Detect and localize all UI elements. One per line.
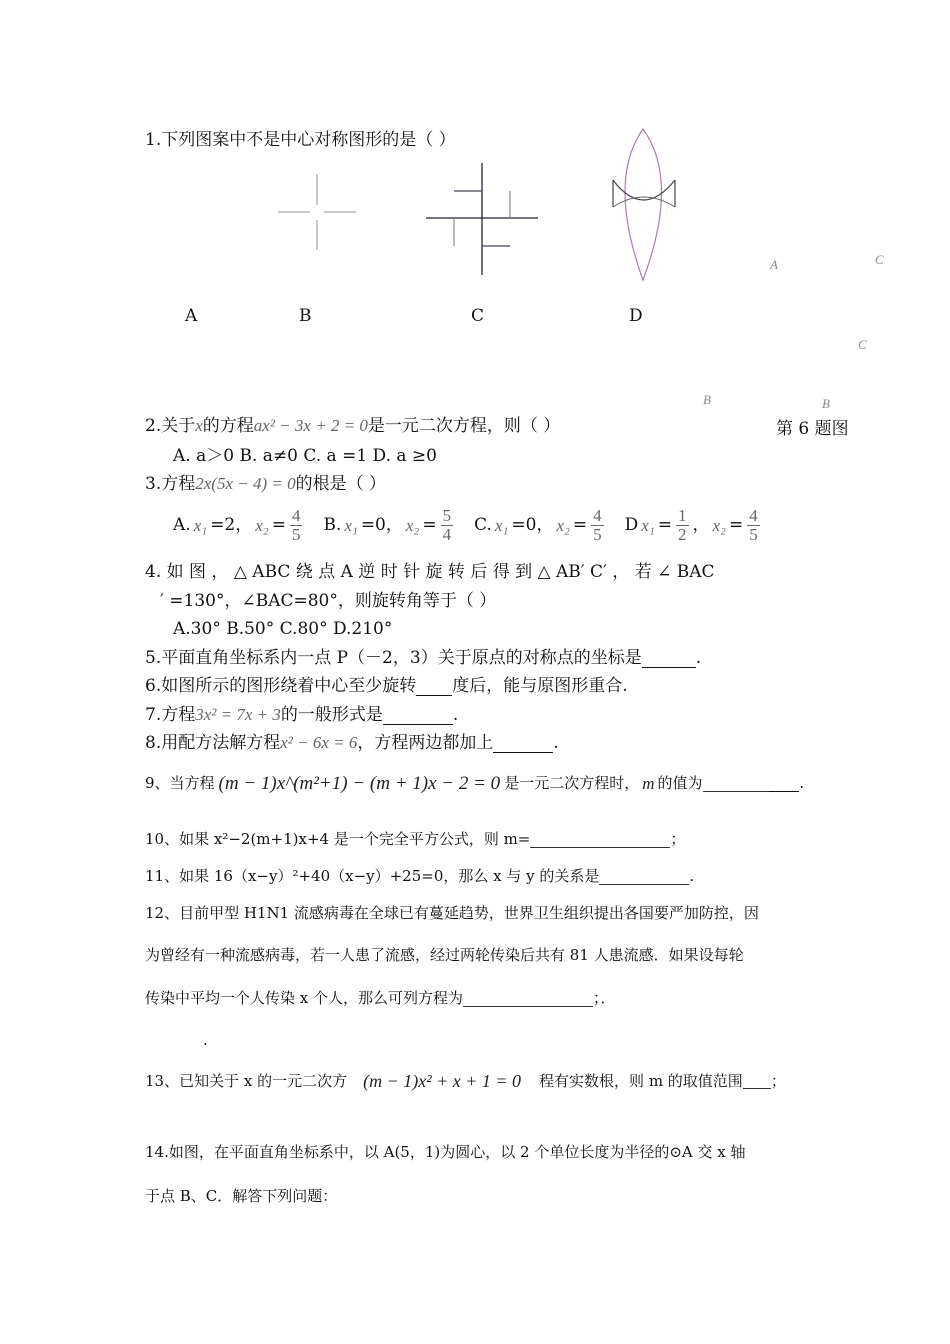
q3-x2: x₂ bbox=[255, 515, 269, 535]
q12-line3-text: 传染中平均一个人传染 x 个人，那么可列方程为 bbox=[145, 989, 463, 1007]
q13-line bbox=[145, 1072, 786, 1090]
q9-blank2[interactable] bbox=[769, 776, 799, 792]
q2-post: 是一元二次方程，则（ ） bbox=[367, 416, 561, 436]
q3-x1-b: x₁ bbox=[344, 515, 358, 535]
q6-post: 度后，能与原图形重合. bbox=[452, 676, 628, 696]
q10-blank[interactable] bbox=[530, 832, 670, 848]
q3-opt-a-val: =2， bbox=[210, 514, 253, 535]
q3-x1-d: x₁ bbox=[641, 515, 655, 535]
q7-line bbox=[145, 706, 458, 725]
q4-options: A.30° B.50° C.80° D.210° bbox=[173, 619, 393, 639]
q12-end: ；． bbox=[593, 989, 616, 1007]
q3-frac-c: $\frac{4}{5}$ bbox=[593, 506, 602, 544]
q3-frac-d2: $\frac{4}{5}$ bbox=[749, 506, 758, 544]
q2-equation: ax² − 3x + 2 = 0 bbox=[253, 416, 368, 435]
q11-blank[interactable] bbox=[599, 869, 689, 885]
label-c: C bbox=[471, 306, 485, 326]
q8-line bbox=[145, 734, 559, 753]
q3-x1-c: x₁ bbox=[494, 515, 509, 535]
q9-var: m bbox=[642, 774, 655, 793]
q3-opt-b: B. bbox=[323, 514, 342, 535]
q8-blank[interactable] bbox=[493, 735, 553, 753]
q11-end: . bbox=[689, 867, 695, 885]
q12-line2: 为曾经有一种流感病毒，若一人患了流感，经过两轮传染后共有 81 人患流感．如果设每轮 bbox=[145, 946, 744, 964]
label-a: A bbox=[185, 306, 198, 326]
q9-end: . bbox=[799, 774, 805, 792]
q11-line bbox=[145, 869, 694, 885]
q7-post: 的一般形式是 bbox=[280, 705, 383, 725]
q3-x1: x₁ bbox=[193, 515, 208, 535]
q9-post2: 的值为 bbox=[657, 774, 703, 792]
q3-pre: 3.方程 bbox=[145, 474, 196, 494]
q4-line1: 4. 如 图 ， △ ABC 绕 点 A 逆 时 针 旋 转 后 得 到 △ AB′ C′ ， 若 ∠ BAC bbox=[145, 562, 715, 582]
q3-frac-b: $\frac{5}{4}$ bbox=[442, 506, 452, 544]
q10-text: 10、如果 x²−2(m+1)x+4 是一个完全平方公式，则 m= bbox=[145, 830, 531, 848]
q3-equation: 2x(5x − 4) = 0 bbox=[195, 474, 296, 493]
q3-options: A. x₁ =2， x₂ = $\frac{4}{5}$ B. x₁ =0， x₂ = $\frac{5}{4}$ C. x₁ =0， x₂ = $\frac{4}{5}$ D x₁ = $\frac{1}{2}$ ， x₂ = $\frac{4}{5}$ bbox=[173, 506, 758, 544]
q2-pre: 2.关于 bbox=[145, 416, 196, 436]
q13-pre: 13、已知关于 x 的一元二次方 bbox=[145, 1071, 348, 1090]
q6-line bbox=[145, 678, 628, 696]
q7-blank[interactable] bbox=[383, 707, 453, 725]
label-d: D bbox=[629, 306, 643, 326]
q3-opt-a: A. bbox=[173, 514, 191, 535]
q9-blank[interactable] bbox=[703, 776, 770, 792]
q14-line2: 于点 B、C．解答下列问题： bbox=[145, 1187, 338, 1205]
q13-blank[interactable] bbox=[743, 1073, 771, 1089]
q3-line bbox=[145, 475, 386, 493]
q9-post: 是一元二次方程时， bbox=[504, 774, 640, 792]
q7-equation: 3x² = 7x + 3 bbox=[195, 705, 281, 724]
q6-pre: 6.如图所示的图形绕着中心至少旋转 bbox=[145, 676, 417, 696]
fig6-label-b1: B bbox=[703, 392, 711, 407]
q3-opt-b-val: =0， bbox=[360, 514, 403, 535]
q1-stem: 1.下列图案中不是中心对称图形的是（ ） bbox=[145, 130, 456, 150]
q2-var: x bbox=[195, 416, 203, 435]
q2-options: A. a＞0 B. a≠0 C. a =1 D. a ≥0 bbox=[173, 446, 437, 466]
q12-line3 bbox=[145, 991, 616, 1007]
q7-end: . bbox=[452, 705, 459, 725]
q8-pre: 8.用配方法解方程 bbox=[145, 733, 281, 753]
q11-text: 11、如果 16（x−y）²+40（x−y）+25=0，那么 x 与 y 的关系是 bbox=[145, 867, 600, 885]
q5-end: . bbox=[695, 648, 702, 668]
q3-opt-d: D bbox=[624, 514, 639, 535]
figure-b bbox=[270, 170, 365, 255]
q9-equation: (m − 1)x^(m²+1) − (m + 1)x − 2 = 0 bbox=[218, 773, 501, 794]
q3-frac-a: $\frac{4}{5}$ bbox=[291, 506, 301, 544]
q12-blank[interactable] bbox=[463, 991, 593, 1007]
q3-x2-c: x₂ bbox=[556, 515, 570, 535]
fig6-label-c2: C bbox=[858, 337, 867, 352]
q14-line1: 14.如图，在平面直角坐标系中，以 A(5，1)为圆心，以 2 个单位长度为半径的⊙A 交 x 轴 bbox=[145, 1143, 746, 1161]
q13-post: 程有实数根，则 m 的取值范围 bbox=[539, 1071, 743, 1090]
q5-blank[interactable] bbox=[642, 650, 696, 668]
q2-line bbox=[145, 417, 560, 435]
q12-dot: . bbox=[203, 1031, 208, 1049]
fig6-caption: 第 6 题图 bbox=[776, 419, 849, 439]
q12-line1: 12、目前甲型 H1N1 流感病毒在全球已有蔓延趋势，世界卫生组织提出各国要严加防控，因 bbox=[145, 904, 759, 922]
figure-d bbox=[605, 125, 690, 285]
fig6-label-b2: B bbox=[822, 396, 830, 411]
label-b: B bbox=[299, 306, 312, 326]
q7-pre: 7.方程 bbox=[145, 705, 196, 725]
q13-equation: (m − 1)x² + x + 1 = 0 bbox=[363, 1071, 522, 1091]
q10-end: ； bbox=[670, 830, 686, 848]
q8-post: ，方程两边都加上 bbox=[357, 733, 494, 753]
q13-end: ； bbox=[770, 1071, 786, 1090]
q5-line bbox=[145, 650, 701, 668]
q5-text: 5.平面直角坐标系内一点 P（－2，3）关于原点的对称点的坐标是 bbox=[145, 648, 642, 668]
q6-blank[interactable] bbox=[416, 678, 452, 696]
fig6-label-c1: C bbox=[875, 252, 884, 267]
q8-equation: x² − 6x = 6 bbox=[280, 733, 358, 752]
q9-pre: 9、当方程 bbox=[145, 774, 215, 792]
q4-line2: ′ =130°，∠BAC=80°，则旋转角等于（ ） bbox=[160, 591, 497, 611]
figure-c bbox=[420, 160, 545, 280]
q3-frac-d1: $\frac{1}{2}$ bbox=[678, 506, 687, 544]
q3-opt-c: C. bbox=[474, 514, 492, 535]
fig6-label-a: A bbox=[770, 257, 778, 272]
q10-line bbox=[145, 832, 685, 848]
q3-opt-c-val: =0， bbox=[511, 514, 554, 535]
q9-line bbox=[145, 774, 804, 793]
q2-mid: 的方程 bbox=[202, 416, 254, 436]
q8-end: . bbox=[553, 733, 559, 753]
q3-x2-d: x₂ bbox=[712, 515, 726, 535]
q3-x2-b: x₂ bbox=[405, 515, 420, 535]
q3-post: 的根是（ ） bbox=[295, 474, 386, 494]
